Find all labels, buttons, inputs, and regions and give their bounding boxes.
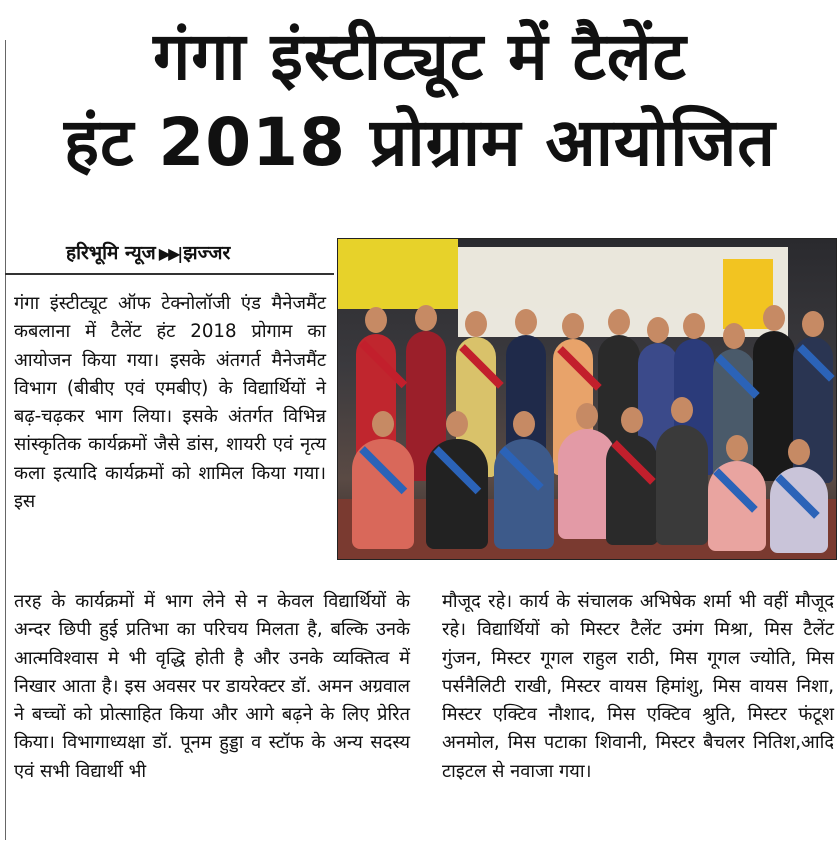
photo-person-head	[723, 323, 745, 349]
photo-person-head	[415, 305, 437, 331]
photo-person-head	[576, 403, 598, 429]
photo-person-head	[608, 309, 630, 335]
byline	[66, 236, 334, 270]
photo-person-head	[802, 311, 824, 337]
photo-person-head	[465, 311, 487, 337]
byline-source: हरिभूमि न्यूज	[66, 242, 156, 264]
photo-person-head	[515, 309, 537, 335]
photo-person	[606, 435, 658, 545]
photo-person-head	[621, 407, 643, 433]
photo-person-head	[365, 307, 387, 333]
photo-person-head	[763, 305, 785, 331]
article-column-2: तरह के कार्यक्रमों में भाग लेने से न केवल विद्यार्थियों के अन्दर छिपी हुई प्रतिभा का परिचय मिलता है, बल्कि उनके आत्मविश्वास मे भी वृद्धि होती है और उनके व्यक्तित्व में निखार आता है। इस अवसर पर डायरेक्टर डॉ. अमन अग्रवाल ने बच्चों को प्रोत्साहित किया और आगे बढ़ने के लिए प्रेरित किया। विभागाध्यक्षा डॉ. पूनम हुड्डा व स्टॉफ के अन्य सदस्य एवं सभी विद्यार्थी भी	[14, 591, 410, 782]
photo-person-head	[726, 435, 748, 461]
photo-backdrop-yellow	[338, 239, 458, 309]
photo-person-head	[562, 313, 584, 339]
photo-person-head	[671, 397, 693, 423]
byline-arrows-icon: ▶▶|	[158, 244, 181, 263]
photo-person-head	[513, 411, 535, 437]
photo-person	[352, 439, 414, 549]
byline-divider	[5, 273, 334, 275]
headline-line-1: गंगा इंस्टीट्यूट में टैलेंट	[153, 18, 687, 95]
photo-person	[656, 425, 708, 545]
headline	[0, 14, 840, 186]
article-column-1: गंगा इंस्टीट्यूट ऑफ टेक्नोलॉजी एंड मैनेजमैंट कबलाना में टैलेंट हंट 2018 प्रोगाम का आयोजन किया गया। इसके अंतगर्त मैनेजमैंट विभाग (बीबीए एवं एमबीए) के विद्यार्थियों ने बढ़-चढ़कर भाग लिया। इसके अंतर्गत विभिन्न सांस्कृतिक कार्यक्रमों जैसे डांस, शायरी एवं नृत्य कला इत्यादि कार्यक्रमों को शामिल किया गया। इस	[14, 293, 326, 513]
photo-person-head	[683, 313, 705, 339]
photo-person-head	[647, 317, 669, 343]
photo-person-head	[372, 411, 394, 437]
group-photo	[337, 238, 837, 560]
photo-person-head	[446, 411, 468, 437]
article-column-3: मौजूद रहे। कार्य के संचालक अभिषेक शर्मा भी वहीं मौजूद रहे। विद्यार्थियों को मिस्टर टैलेंट उमंग मिश्रा, मिस टैलेंट गुंजन, मिस्टर गूगल राहुल राठी, मिस गूगल ज्योति, मिस पर्सनैलिटी राखी, मिस्टर वायस हिमांशु, मिस वायस निशा, मिस्टर एक्टिव नौशाद, मिस एक्टिव श्रुति, मिस्टर फंटूश अनमोल, मिस पटाका शिवानी, मिस्टर बैचलर नितिश,आदि टाइटल से नवाजा गया।	[442, 591, 834, 782]
headline-line-2: हंट 2018 प्रोग्राम आयोजित	[64, 104, 776, 181]
photo-person-head	[788, 439, 810, 465]
byline-place: झज्जर	[183, 242, 231, 264]
photo-person	[426, 439, 488, 549]
